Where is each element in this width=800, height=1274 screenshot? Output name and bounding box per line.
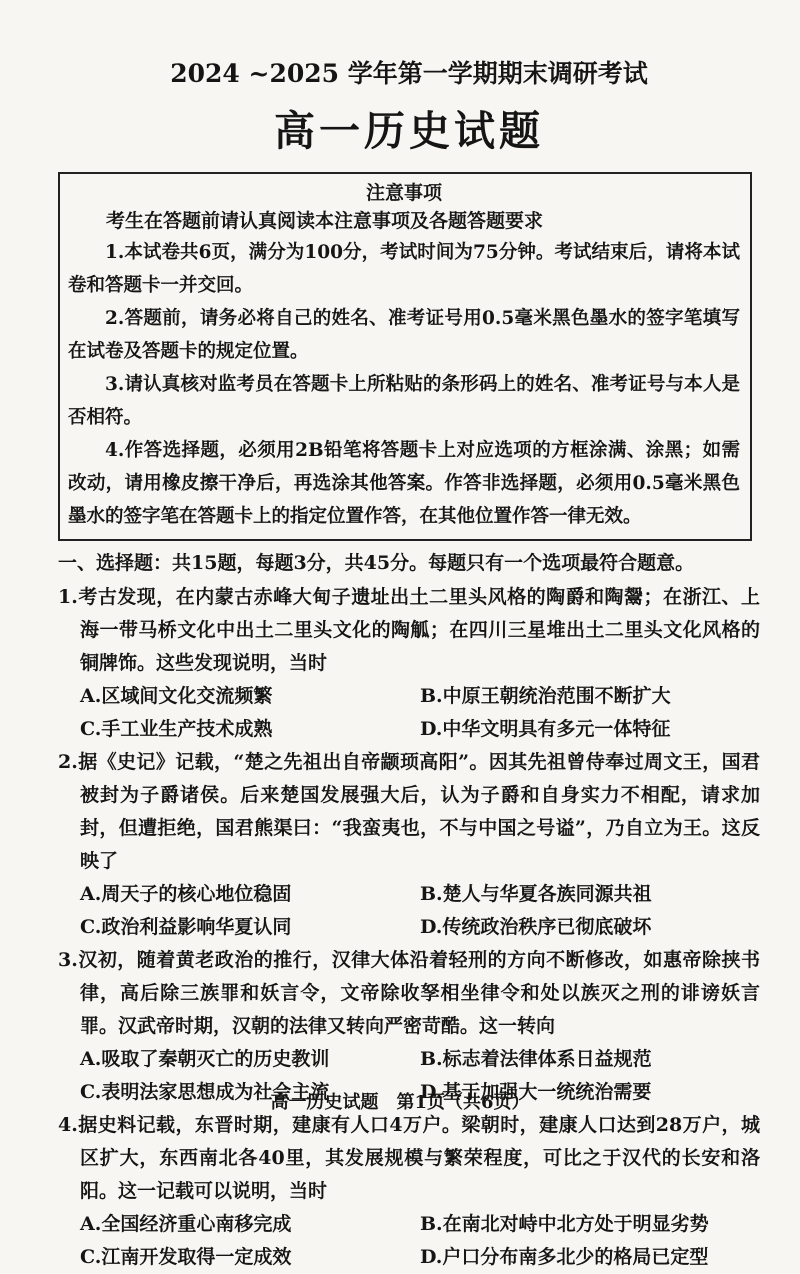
option-b: B.楚人与华夏各族同源共祖 <box>420 883 652 905</box>
option-b: B.中原王朝统治范围不断扩大 <box>420 685 671 707</box>
option-c: C.手工业生产技术成熟 <box>80 718 273 740</box>
question-2 <box>58 746 760 944</box>
section-title: 一、选择题：共15题，每题3分，共45分。每题只有一个选项最符合题意。 <box>58 552 695 574</box>
notice-lead: 考生在答题前请认真阅读本注意事项及各题答题要求 <box>106 210 544 232</box>
option-b: B.在南北对峙中北方处于明显劣势 <box>420 1213 709 1235</box>
option-c: C.江南开发取得一定成效 <box>80 1246 292 1268</box>
question-options <box>58 680 760 746</box>
question-1 <box>58 581 760 746</box>
question-stem: 4.据史料记载，东晋时期，建康有人口4万户。梁朝时，建康人口达到28万户，城区扩大，东西南北各40里，其发展规模与繁荣程度，可比之于汉代的长安和洛阳。这一记载可以说明，当时 <box>58 1114 760 1202</box>
question-3 <box>58 944 760 1109</box>
notice-item-2: 2.答题前，请务必将自己的姓名、准考证号用0.5毫米黑色墨水的签字笔填写在试卷及答题卡的规定位置。 <box>68 308 740 362</box>
option-c: C.政治利益影响华夏认同 <box>80 916 292 938</box>
question-stem: 3.汉初，随着黄老政治的推行，汉律大体沿着轻刑的方向不断修改，如惠帝除挟书律，高后除三族罪和妖言令，文帝除收孥相坐律令和处以族灭之刑的诽谤妖言罪。汉武帝时期，汉朝的法律又转向严密苛酷。这一转向 <box>58 949 760 1037</box>
option-d: D.传统政治秩序已彻底破坏 <box>420 916 652 938</box>
notice-box <box>58 172 752 541</box>
option-a: A.周天子的核心地位稳固 <box>80 883 292 905</box>
option-b: B.标志着法律体系日益规范 <box>420 1048 652 1070</box>
notice-item-4: 4.作答选择题，必须用2B铅笔将答题卡上对应选项的方框涂满、涂黑；如需改动，请用橡皮擦干净后，再选涂其他答案。作答非选择题，必须用0.5毫米黑色墨水的签字笔在答题卡上的指定位置作答，在其他位置作答一律无效。 <box>68 440 740 527</box>
question-4 <box>58 1109 760 1274</box>
notice-item-3: 3.请认真核对监考员在答题卡上所粘贴的条形码上的姓名、准考证号与本人是否相符。 <box>68 374 740 428</box>
option-d: D.基于加强大一统统治需要 <box>420 1081 652 1103</box>
question-options <box>58 878 760 944</box>
question-options <box>58 1208 760 1274</box>
option-a: A.区域间文化交流频繁 <box>80 685 273 707</box>
option-c: C.表明法家思想成为社会主流 <box>80 1081 330 1103</box>
page-footer: 高一历史试题 第1页（共6页） <box>270 1092 530 1113</box>
option-d: D.户口分布南多北少的格局已定型 <box>420 1246 709 1268</box>
subject-title: 高一历史试题 <box>274 107 544 155</box>
exam-name: 2024 ~2025 学年第一学期期末调研考试 <box>170 59 648 88</box>
question-stem: 2.据《史记》记载，“楚之先祖出自帝颛顼高阳”。因其先祖曾侍奉过周文王，国君被封为子爵诸侯。后来楚国发展强大后，认为子爵和自身实力不相配，请求加封，但遭拒绝，国君熊渠曰：“我蛮夷也，不与中国之号谥”，乃自立为王。这反映了 <box>58 751 760 872</box>
option-a: A.全国经济重心南移完成 <box>80 1213 292 1235</box>
notice-item-1: 1.本试卷共6页，满分为100分，考试时间为75分钟。考试结束后，请将本试卷和答题卡一并交回。 <box>68 242 740 296</box>
notice-title: 注意事项 <box>365 182 442 204</box>
option-a: A.吸取了秦朝灭亡的历史教训 <box>80 1048 330 1070</box>
question-stem: 1.考古发现，在内蒙古赤峰大甸子遗址出土二里头风格的陶爵和陶鬶；在浙江、上海一带马桥文化中出土二里头文化的陶觚；在四川三星堆出土二里头文化风格的铜牌饰。这些发现说明，当时 <box>58 586 760 674</box>
option-d: D.中华文明具有多元一体特征 <box>420 718 671 740</box>
